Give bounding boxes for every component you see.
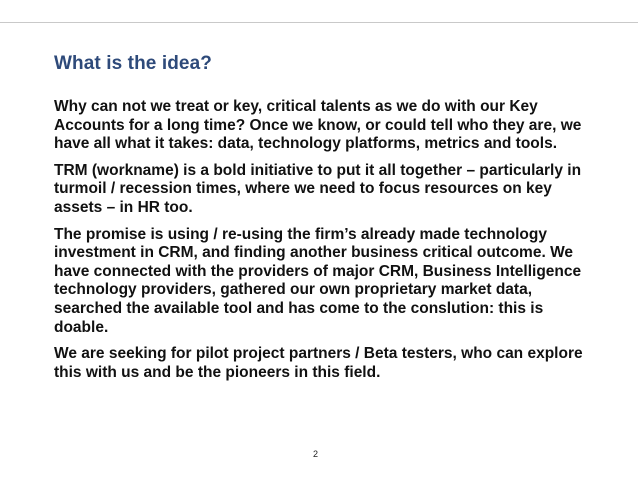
header-divider — [0, 22, 638, 23]
paragraph-key-talents: Why can not we treat or key, critical talents as we do with our Key Accounts for a long time? Once we know, or could tell who they are, we have all what it takes: data, technology platforms, metrics and tools. — [54, 98, 582, 153]
page-number: 2 — [313, 449, 319, 459]
paragraph-pilot-partners: We are seeking for pilot project partners / Beta testers, who can explore this with us and be the pioneers in this field. — [54, 345, 583, 381]
slide-body — [54, 98, 592, 390]
slide-title: What is the idea? — [54, 53, 212, 74]
paragraph-crm-promise: The promise is using / re-using the firm’s already made technology investment in CRM, and finding another business critical outcome. We have connected with the providers of major CRM, Business Intelligence technology providers, gathered our own proprietary market data, searched the available tool and has come to the conslution: this is doable. — [54, 225, 582, 336]
paragraph-trm-initiative: TRM (workname) is a bold initiative to put it all together – particularly in turmoil / recession times, where we need to focus resources on key assets – in HR too. — [54, 161, 582, 216]
